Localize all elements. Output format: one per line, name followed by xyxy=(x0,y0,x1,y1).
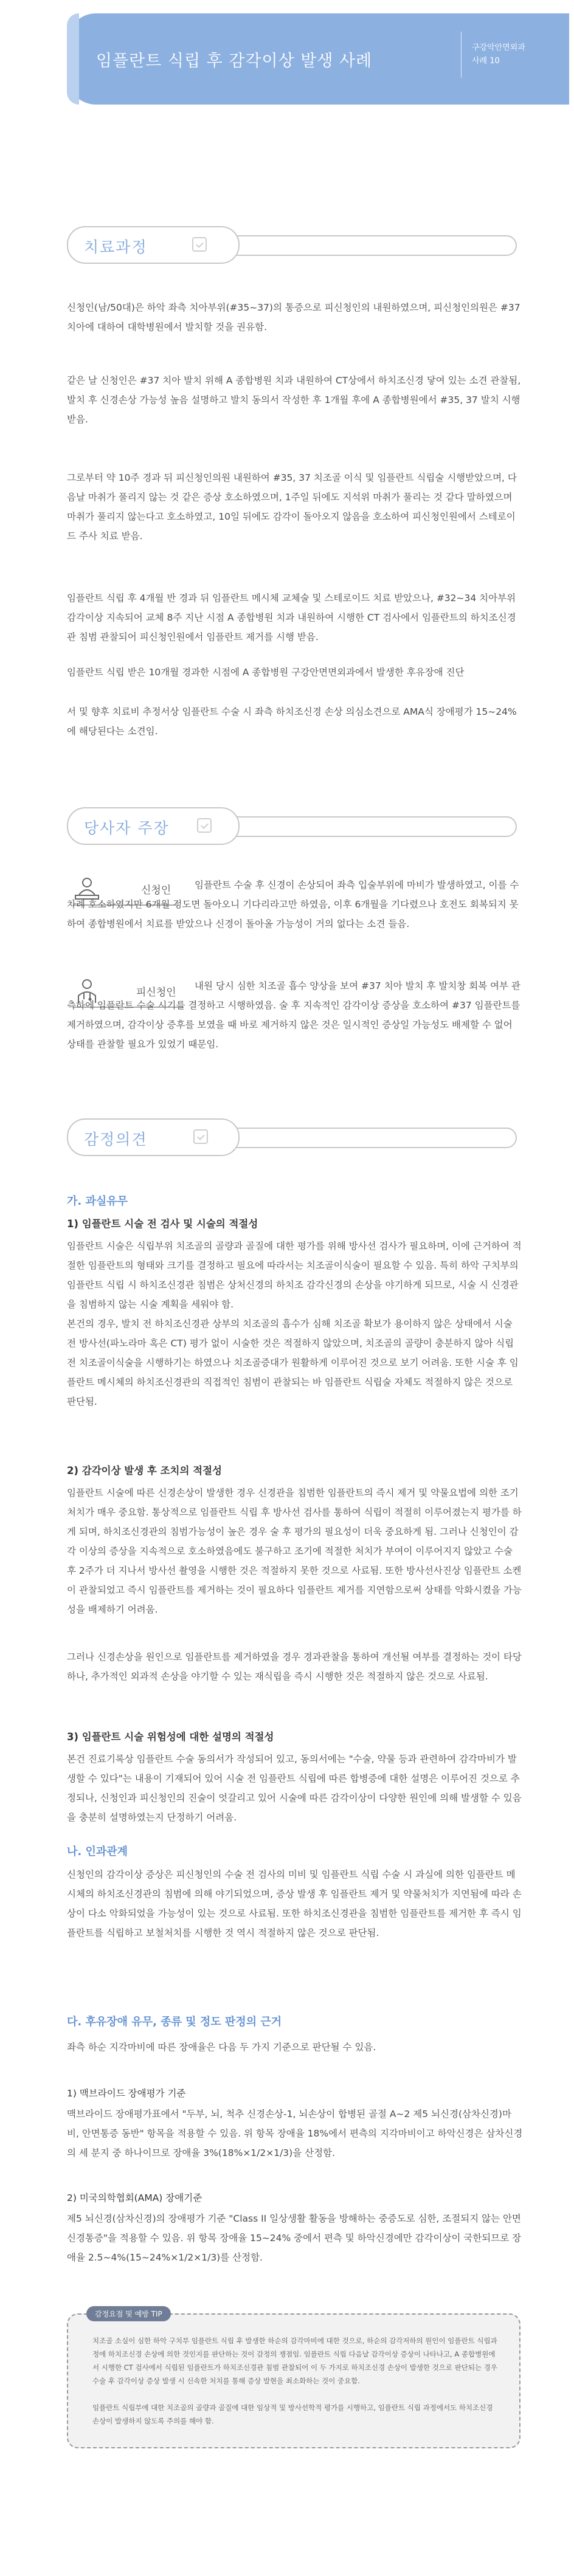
treatment-paragraph: 임플란트 식립 후 4개월 반 경과 뒤 임플란트 메시체 교체술 및 스테로이드 치료 받았으나, #32~34 치아부위 감각이상 지속되어 교체 8주 지난 시점 A 종합병원 치과 내원하여 시행한 CT 검사에서 임플란트의 하치조신경관 침범 관찰되어 피신청인원에서 임플란트 제거를 시행 받음. xyxy=(67,593,516,642)
disability-intro: 좌측 하순 지각마비에 따른 장애율은 다음 두 가지 기준으로 판단될 수 있음. xyxy=(67,2042,376,2053)
header-case-number: 사례 10 xyxy=(472,57,500,66)
treatment-paragraph: 같은 날 신청인은 #37 치아 발치 위해 A 종합병원 치과 내원하여 CT상에서 하치조신경 닿여 있는 소견 관찰됨, 발치 후 신경손상 가능성 높음 설명하고 발치 동의서 작성한 후 1개월 후에 A 종합병원에서 #35, 37 발치 시행 받음. xyxy=(67,375,521,425)
treatment-paragraph: 그로부터 약 10주 경과 뒤 피신청인의원 내원하여 #35, 37 치조골 이식 및 임플란트 식립술 시행받았으며, 다음날 마취가 풀리지 않는 것 같은 증상 호소하였으며, 1주일 뒤에도 지석위 마취가 풀리는 것 같다 말하였으며 마취가 풀리지 않는다고 호소하였고, 10일 뒤에도 감각이 돌아오지 않음을 호소하여 피신청인원에서 스테로이드 주사 치료 받음. xyxy=(67,472,517,542)
opinion-paragraph: 임플란트 시술에 따른 신경손상이 발생한 경우 신경관을 침범한 임플란트의 즉시 제거 및 약물요법에 의한 조기 처치가 매우 중요함. 통상적으로 임플란트 식립 후 방사선 검사를 통하여 식립이 적절히 이루어졌는지 평가를 하게 되며, 하치조신경관의 침범가능성이 높은 경우 술 후 평가의 필요성이 더욱 중요하게 됨. 그러나 신청인이 감각 이상의 증상을 지속적으로 호소하였음에도 불구하고 조기에 적절한 처치가 부여이 이루어지지 않았고 수술 후 2주가 더 지나서 방사선 촬영을 시행한 것은 적절하지 못한 것으로 사료됨. 또한 방사선사진상 임플란트 소켄이 관찰되었고 즉시 임플란트를 제거하는 것이 필요하다 임플란트 제거를 지연함으로써 상태를 악화시켰을 가능성을 배제하기 어려움. xyxy=(67,1487,522,1615)
header-meta xyxy=(472,41,525,68)
criterion-text: 맥브라이드 장애평가표에서 "두부, 뇌, 척추 신경손상-1, 뇌손상이 합병된 골절 A~2 제5 뇌신경(삼차신경)마비, 안면통증 동반" 항목을 적용할 수 있음. 위 항목 장애율 18%에서 편측의 지각마비이고 하악신경은 삼차신경의 세 분지 중 하나이므로 장애율 3%(18%×1/2×1/3)을 산정함. xyxy=(67,2109,523,2158)
section-title-parties: 당사자 주장 xyxy=(84,819,170,837)
section-heading-parties xyxy=(67,807,517,845)
criterion-text: 제5 뇌신경(삼차신경)의 장애평가 기준 "Class II 일상생활 활동을 방해하는 중증도로 심한, 조절되지 않는 안면 신경통증"을 적용할 수 있음. 위 항목 장애율 15~24% 중에서 편측 및 하악신경에만 감각이상이 국한되므로 장애율 2.5~4%(15~24%×1/2×1/3)를 산정함. xyxy=(67,2213,522,2263)
treatment-paragraph: 서 및 향후 치료비 추정서상 임플란트 수술 시 좌측 하치조신경 손상 의심소견으로 AMA식 장애평가 15~24%에 해당된다는 소견임. xyxy=(67,706,517,737)
party-label-applicant: 신청인 xyxy=(141,884,171,897)
tip-paragraph: 임플란트 식립부에 대한 치조골의 골량과 골질에 대한 임상적 및 방사선학적 평가를 시행하고, 임플란트 식립 과정에서도 하치조신경 손상이 발생하지 않도록 주의를 해야 함. xyxy=(92,2403,493,2425)
checkbox-icon xyxy=(197,818,212,833)
section-title-treatment: 치료과정 xyxy=(84,238,148,256)
opinion-paragraph: 임플란트 시술은 식립부위 치조골의 골량과 골질에 대한 평가를 위해 방사선 검사가 필요하며, 이에 근거하여 적절한 임플란트의 형태와 크기를 결정하고 필요에 따라서는 치조골이식술이 필요할 수 있음. 특히 하악 구치부의 임플란트 식립 시 하치조신경관 침범은 상처신경의 하치조 감각신경의 손상을 야기하게 되므로, 시술 시 신경관을 침범하지 않는 시술 계획을 세워야 함. xyxy=(67,1241,522,1310)
header-band-edge xyxy=(67,13,79,105)
tip-label: 감정요점 및 예방 TIP xyxy=(86,2306,171,2321)
opinion-paragraph: 본건 진료기록상 임플란트 수술 동의서가 작성되어 있고, 동의서에는 "수술, 약물 등과 관련하여 감각마비가 발생할 수 있다"는 내용이 기재되어 있어 시술 전 임플란트 식립에 따른 합병증에 대한 설명은 이루어진 것으로 추정되나, 신청인과 피신청인의 진술이 엇갈리고 있어 시술에 따른 감각이상이 다양한 원인에 의해 발생할 수 있음을 충분히 설명하였는지 단정하기 어려움. xyxy=(67,1754,522,1823)
page-title: 임플란트 식립 후 감각이상 발생 사례 xyxy=(96,52,373,71)
section-heading-treatment xyxy=(67,226,517,264)
opinion-paragraph: 그러나 신경손상을 원인으로 임플란트를 제거하였을 경우 경과관찰을 통하여 개선될 여부를 결정하는 것이 타당하나, 추가적인 외과적 손상을 야기할 수 있는 재식립을 즉시 시행한 것은 적절하지 않은 것으로 사료됨. xyxy=(67,1651,522,1682)
opinion-paragraph: 본건의 경우, 발치 전 하치조신경관 상부의 치조골의 흡수가 심해 치조골 확보가 용이하지 않은 상태에서 시술 전 방사선(파노라마 혹은 CT) 평가 없이 시술한 것은 적절하지 않았으며, 치조골의 골량이 충분하지 않아 식립 전 치조골이식술을 시행하기는 하였으나 치조골증대가 원활하게 이루어진 것으로 보기 어려움. 또한 시술 후 임플란트 메시체의 하치조신경관의 직접적인 침범이 관찰되는 바 임플란트 식립술 자체도 적절하지 않은 것으로 판단됨. xyxy=(67,1318,519,1407)
checkbox-icon xyxy=(193,1129,208,1144)
party-label-respondent: 피신청인 xyxy=(136,987,176,999)
tip-box xyxy=(67,2310,520,2448)
subheading-negligence: 가. 과실유무 xyxy=(67,1195,128,1208)
treatment-paragraph: 신청인(남/50대)은 하악 좌측 치아부위(#35~37)의 통증으로 피신청인의 내원하였으며, 피신청인의원은 #37 치아에 대하여 대학병원에서 발치할 것을 권유함. xyxy=(67,302,520,332)
tip-paragraph: 치조골 소실이 심한 하악 구치부 임플란트 식립 후 발생한 하순의 감각마비에 대한 것으로, 하순의 감각저하의 원인이 임플란트 식립과정에 하치조신경 손상에 의한 것인지를 판단하는 것이 감정의 쟁점임. 임플란트 식립 다음날 감각이상 증상이 나타나고, A 종합병원에서 시행한 CT 검사에서 식립된 임플란트가 하치조신경관 침범 관찰되어 이 두 가지로 하치조신경 손상이 발생한 것으로 판단되는 경우 수술 후 감각이상 증상 발생 시 신속한 처치를 통해 증상 발현을 최소화하는 것이 중요함. xyxy=(92,2337,497,2385)
header-divider xyxy=(461,32,462,78)
criterion-title: 1) 맥브라이드 장애평가 기준 xyxy=(67,2088,186,2099)
item-title: 3) 임플란트 시술 위험성에 대한 설명의 적절성 xyxy=(67,1731,274,1743)
criterion-title: 2) 미국의학협회(AMA) 장애기준 xyxy=(67,2192,202,2203)
section-title-opinion: 감정의견 xyxy=(84,1131,148,1148)
header-category: 구강악안면외과 xyxy=(472,43,525,52)
causation-paragraph: 신청인의 감각이상 증상은 피신청인의 수술 전 검사의 미비 및 임플란트 식립 수술 시 과실에 의한 임플란트 메시체의 하치조신경관의 침범에 의해 야기되었으며, 증상 발생 후 임플란트 제거 및 약물처치가 지연됨에 따라 손상이 다소 악화되었을 가능성이 있는 것으로 사료됨. 또한 하치조신경관을 침범한 임플란트를 제거한 후 즉시 임플란트를 식립하고 보철처치를 시행한 것 역시 적절하지 않은 것으로 판단됨. xyxy=(67,1869,522,1938)
checkbox-icon xyxy=(192,237,207,252)
tip-text xyxy=(92,2334,500,2428)
section-heading-opinion xyxy=(67,1118,517,1156)
respondent-statement: 내원 당시 심한 치조골 흡수 양상을 보여 #37 치아 발치 후 발치창 회복 여부 관측하에 임플란트 수술 시기를 결정하고 시행하였음. 술 후 지속적인 감각이상 증상을 호소하여 #37 임플란트를 제거하였으며, 감각이상 증후를 보였을 때 바로 제거하지 않은 것은 일시적인 증상일 가능성도 배제할 수 없어 상태를 관찰할 필요가 있었기 때문임. xyxy=(67,980,520,1050)
applicant-statement: 임플란트 수술 후 신경이 손상되어 좌측 입술부위에 마비가 발생하였고, 이를 수차례 호소하였지만 6개월 정도면 돌아오니 기다리라고만 하였음, 이후 6개월을 기다렸으나 호전도 회복되지 못하여 종합병원에서 치료를 받았으나 신경이 돌아올 가능성이 거의 없다는 소견 들음. xyxy=(67,880,519,929)
subheading-disability: 다. 후유장애 유무, 종류 및 정도 판정의 근거 xyxy=(67,2016,282,2028)
item-title: 1) 임플란트 시술 전 검사 및 시술의 적절성 xyxy=(67,1218,258,1230)
treatment-paragraph: 임플란트 식립 받은 10개월 경과한 시점에 A 종합병원 구강안면면외과에서 발생한 후유장애 진단 xyxy=(67,667,465,678)
item-title: 2) 감각이상 발생 후 조치의 적절성 xyxy=(67,1465,222,1476)
subheading-causation: 나. 인과관계 xyxy=(67,1845,128,1858)
